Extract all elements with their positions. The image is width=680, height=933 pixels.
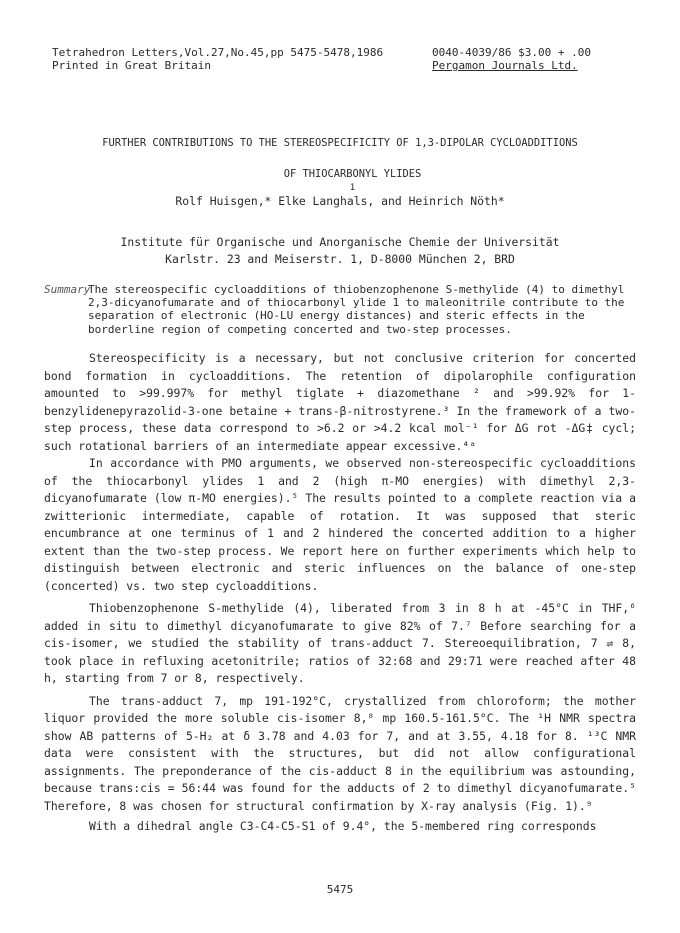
paragraph-2: In accordance with PMO arguments, we observed non-stereospecific cycloadditions of the thiocarbonyl ylides 1 and 2 (high π-MO energies) with dimethyl 2,3-dicyanofumarate (low π-MO energies).⁵ The results pointed to a complete reaction via a zwitterionic intermediate, capable of rotation. It was supposed that steric encumbrance at one terminus of 1 and 2 hindered the concerted addition to a higher extent than the two-step process. We report here on further experiments which help to distinguish between electronic and steric influences on the balance of one-step (concerted) vs. two step cycloadditions. — [44, 456, 636, 593]
issn-price: 0040-4039/86 $3.00 + .00 — [432, 46, 591, 59]
title-text: OF THIOCARBONYL YLIDES — [283, 168, 422, 180]
article-title-line1: FURTHER CONTRIBUTIONS TO THE STEREOSPECIFICITY OF 1,3-DIPOLAR CYCLOADDITIONS — [102, 137, 578, 149]
body-text — [44, 350, 636, 836]
paragraph-4: The trans-adduct 7, mp 191-192°C, crystallized from chloroform; the mother liquor provided the more soluble cis-isomer 8,⁸ mp 160.5-161.5°C. The ¹H NMR spectra show AB patterns of 5-H₂ at δ 3.78 and 4.03 for 7, and at 3.55, 4.18 for 8. ¹³C NMR data were consistent with the structures, but did not allow configurational assignments. The preponderance of the cis-adduct 8 in the equilibrium was astounding, because trans:cis = 56:44 was found for the adducts of 2 to dimethyl dicyanofumarate.⁵ Therefore, 8 was chosen for structural confirmation by X-ray analysis (Fig. 1).⁹ — [44, 693, 636, 813]
authors: Rolf Huisgen,* Elke Langhals, and Heinrich Nöth* — [175, 194, 505, 208]
summary-label: Summary — [44, 283, 91, 296]
affiliation-line2: Karlstr. 23 and Meiserstr. 1, D-8000 München 2, BRD — [165, 252, 515, 266]
title-ref: 1 — [349, 183, 356, 193]
paragraph-1: Stereospecificity is a necessary, but not conclusive criterion for concerted bond formation in cycloadditions. The retention of dipolarophile configuration amounted to >99.997% for methyl tiglate + diazomethane ² and >99.92% for 1-benzylidenepyrazolid-3-one betaine + trans-β-nitrostyrene.³ In the framework of a two-step process, these data correspond to >6.2 or >4.2 kcal mol⁻¹ for ΔG rot -ΔG‡ cycl; such rotational barriers of an intermediate appear excessive.⁴ᵃ — [44, 351, 636, 453]
publisher: Pergamon Journals Ltd. — [432, 59, 578, 72]
paragraph-5: With a dihedral angle C3-C4-C5-S1 of 9.4°, the 5-membered ring corresponds — [89, 819, 597, 833]
paragraph-3: Thiobenzophenone S-methylide (4), liberated from 3 in 8 h at -45°C in THF,⁶ added in situ to dimethyl dicyanofumarate to give 82% of 7.⁷ Before searching for a cis-isomer, we studied the stability of trans-adduct 7. Stereoequilibration, 7 ⇌ 8, took place in refluxing acetonitrile; ratios of 32:68 and 29:71 were reached after 48 h, starting from 7 or 8, respectively. — [44, 601, 636, 685]
page-number: 5475 — [326, 883, 354, 896]
affiliation-line1: Institute für Organische und Anorganische Chemie der Universität — [120, 235, 560, 249]
printed-in: Printed in Great Britain — [52, 59, 211, 72]
journal-citation: Tetrahedron Letters,Vol.27,No.45,pp 5475-5478,1986 — [52, 46, 384, 59]
summary-text: The stereospecific cycloadditions of thiobenzophenone S-methylide (4) to dimethyl 2,3-dicyanofumarate and of thiocarbonyl ylide 1 to maleonitrile contribute to the separation of electronic (HO-LU energy distances) and steric effects in the borderline region of competing concerted and two-step processes. — [88, 283, 625, 336]
